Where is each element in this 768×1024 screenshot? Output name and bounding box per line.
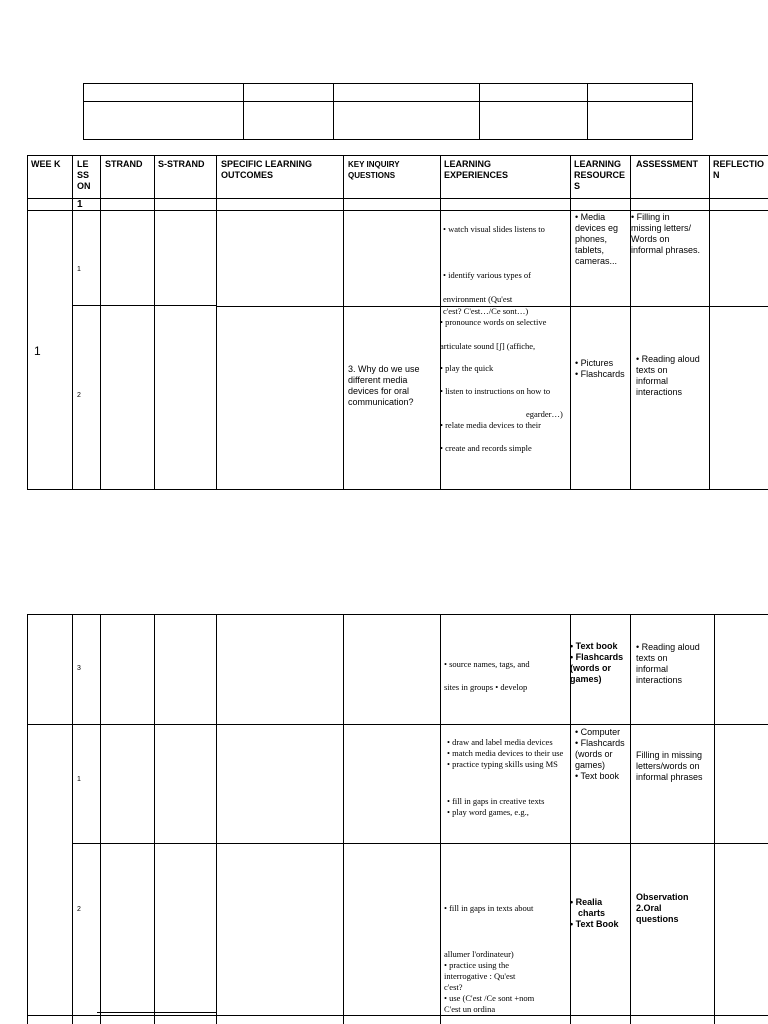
assessment-cell: • Filling in missing letters/ Words on informal phrases. — [631, 212, 701, 255]
key-inquiry-question: 3. Why do we use different media devices for oral communication? — [348, 364, 420, 407]
experience-item: • use (C'est /Ce sont +nom — [444, 993, 535, 1003]
experience-item: • practice typing skills using MS — [447, 759, 558, 769]
header-learning-experiences: LEARNING EXPERIENCES — [444, 159, 509, 180]
experience-item: environment (Qu'est — [443, 294, 513, 304]
experience-item: • pronounce words on selective — [440, 317, 547, 327]
assessment-cell: • Reading aloud texts on informal interactions — [636, 354, 700, 397]
header-reflection: REFLECTIO N — [713, 159, 764, 180]
resources-cell: • Pictures • Flashcards — [575, 358, 625, 379]
header-lesson: LE SS ON — [77, 159, 91, 191]
experience-item: • match media devices to their use — [447, 748, 564, 758]
header-substrand: S-STRAND — [158, 159, 205, 169]
lesson-number: 2 — [77, 392, 81, 399]
experience-item: C'est un ordina — [444, 1004, 496, 1014]
header-learning-resources: LEARNING RESOURCE S — [574, 159, 626, 191]
header-strand: STRAND — [105, 159, 143, 169]
header-key-inquiry-questions: KEY INQUIRY QUESTIONS — [348, 160, 400, 180]
assessment-cell: Observation 2.Oral questions — [636, 892, 689, 924]
lesson-number: 1 — [77, 266, 81, 273]
header-assessment: ASSESSMENT — [636, 159, 699, 169]
header-week: WEE K — [31, 159, 61, 169]
experience-item: • practice using the — [444, 960, 510, 970]
lesson-number: 1 — [77, 776, 81, 783]
resources-cell: • Computer • Flashcards (words or games) • Text book — [575, 727, 625, 781]
experience-item: • create and records simple — [440, 443, 532, 453]
experience-item: sites in groups • develop — [444, 682, 528, 692]
resources-cell: • Realia charts • Text Book — [570, 897, 619, 929]
assessment-cell: • Reading aloud texts on informal interactions — [636, 642, 700, 685]
lesson-number: 2 — [77, 906, 81, 913]
assessment-cell: Filling in missing letters/words on informal phrases — [636, 750, 703, 782]
experience-item: articulate sound [ʃ] (affiche, — [440, 341, 536, 351]
experience-item: c'est? C'est…/Ce sont…) — [443, 306, 529, 316]
experience-item: c'est? — [444, 982, 463, 992]
experience-item: • listen to instructions on how to — [440, 386, 551, 396]
lesson-number: 3 — [77, 665, 81, 672]
week-number: 1 — [34, 344, 41, 358]
resources-cell: • Text book • Flashcards (words or games) — [570, 641, 624, 684]
experience-item: • play the quick — [440, 363, 494, 373]
experience-item: • source names, tags, and — [444, 659, 530, 669]
experience-item: • watch visual slides listens to — [443, 224, 545, 234]
experience-item: • draw and label media devices — [447, 737, 553, 747]
experience-item: egarder…) — [526, 409, 563, 419]
experience-item: • relate media devices to their — [440, 420, 541, 430]
resources-cell: • Media devices eg phones, tablets, cameras... — [575, 212, 619, 266]
experience-item: allumer l'ordinateur) — [444, 949, 514, 959]
experience-item: • play word games, e.g., — [447, 807, 529, 817]
experience-item: • identify various types of — [443, 270, 531, 280]
lesson-number-row: 1 — [77, 199, 83, 210]
experience-item: • fill in gaps in texts about — [444, 903, 534, 913]
experience-item: interrogative : Qu'est — [444, 971, 516, 981]
header-specific-learning-outcomes: SPECIFIC LEARNING OUTCOMES — [221, 159, 313, 180]
experience-item: • fill in gaps in creative texts — [447, 796, 545, 806]
